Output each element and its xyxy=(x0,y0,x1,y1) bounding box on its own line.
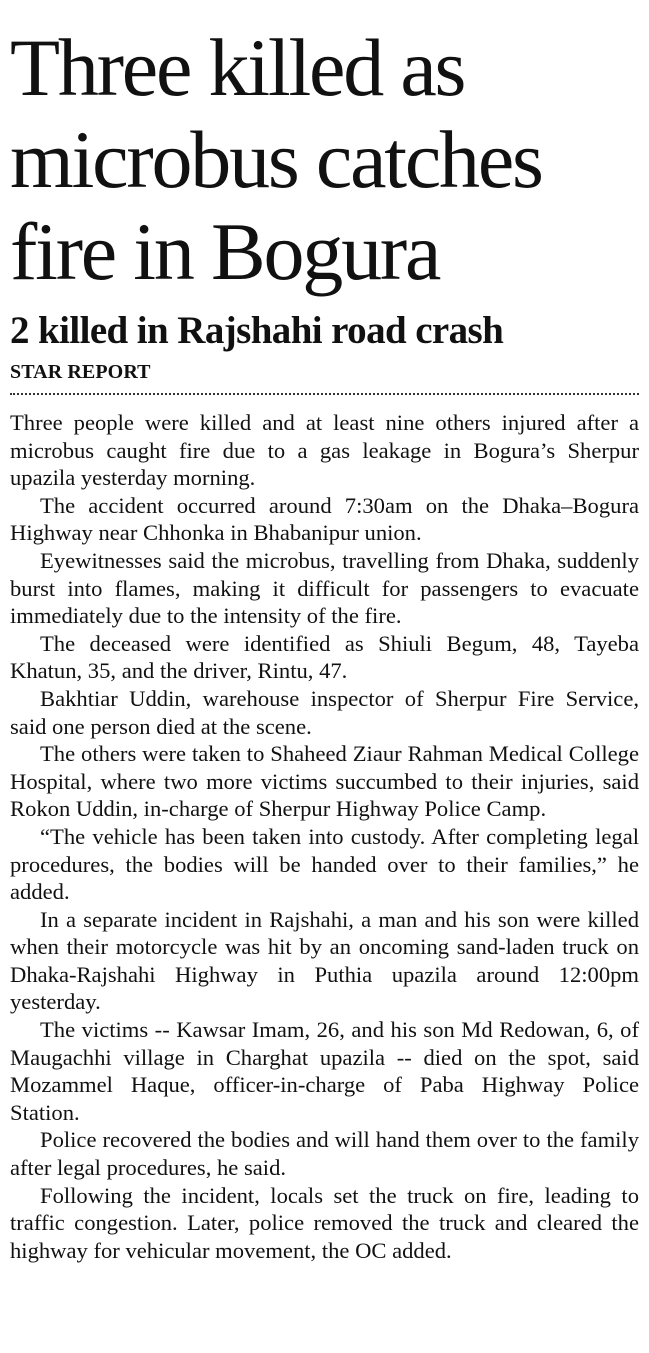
paragraph: “The vehicle has been taken into custody. After completing legal procedures, the bodies will be handed over to their families,” he added. xyxy=(10,823,639,905)
paragraph: Police recovered the bodies and will hand them over to the family after legal procedures, he said. xyxy=(10,1127,639,1181)
paragraph: Eyewitnesses said the microbus, travelling from Dhaka, suddenly burst into flames, making it difficult for passengers to evacuate immediately due to the intensity of the fire. xyxy=(10,547,639,629)
paragraph: The deceased were identified as Shiuli Begum, 48, Tayeba Khatun, 35, and the driver, Rintu, 47. xyxy=(10,630,639,684)
paragraph: The others were taken to Shaheed Ziaur Rahman Medical College Hospital, where two more victims succumbed to their injuries, said Rokon Uddin, in-charge of Sherpur Highway Police Camp. xyxy=(10,741,639,822)
subheadline: 2 killed in Rajshahi road crash xyxy=(10,309,504,352)
paragraph: The victims -- Kawsar Imam, 26, and his son Md Redowan, 6, of Maugachhi village in Charghat upazila -- died on the spot, said Mozammel Haque, officer-in-charge of Paba Highway Police Station. xyxy=(10,1017,639,1125)
dotted-divider xyxy=(10,393,639,395)
paragraph: In a separate incident in Rajshahi, a man and his son were killed when their motorcycle was hit by an oncoming sand-laden truck on Dhaka-Rajshahi Highway in Puthia upazila around 12:00pm yesterday. xyxy=(10,906,639,1015)
article-body xyxy=(10,409,639,1264)
headline: Three killed as microbus catches fire in Bogura xyxy=(10,22,542,297)
paragraph: Bakhtiar Uddin, warehouse inspector of Sherpur Fire Service, said one person died at the scene. xyxy=(10,685,639,739)
news-article xyxy=(10,0,639,1264)
paragraph: Following the incident, locals set the truck on fire, leading to traffic congestion. Later, police removed the truck and cleared the highway for vehicular movement, the OC added. xyxy=(10,1182,639,1263)
byline: STAR REPORT xyxy=(10,361,151,383)
paragraph: Three people were killed and at least nine others injured after a microbus caught fire due to a gas leakage in Bogura’s Sherpur upazila yesterday morning. xyxy=(10,410,639,491)
paragraph: The accident occurred around 7:30am on the Dhaka–Bogura Highway near Chhonka in Bhabanipur union. xyxy=(10,492,639,546)
